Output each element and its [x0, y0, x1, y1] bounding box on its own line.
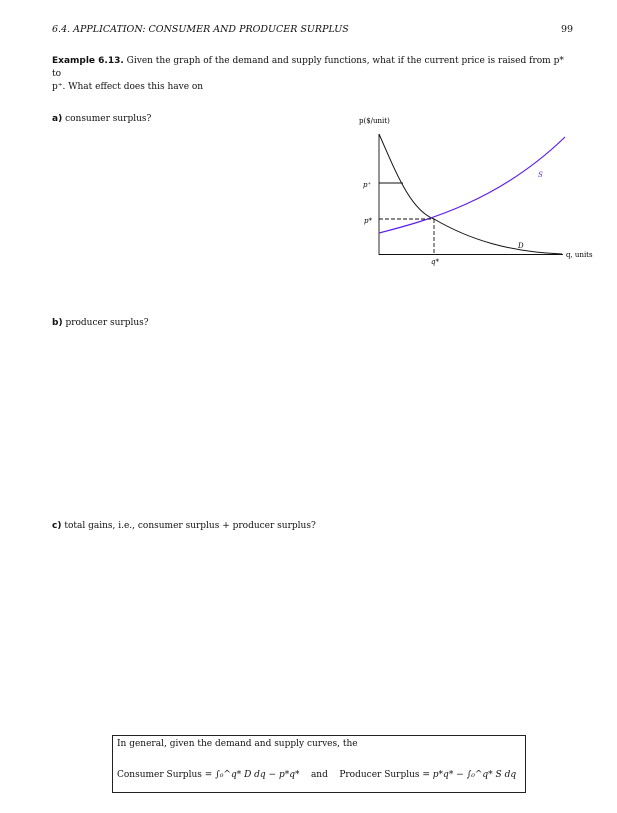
example-text-1: Given the graph of the demand and supply functions, what if the current price is raised from p* to [52, 56, 564, 79]
question-b [52, 318, 149, 328]
question-label: c) [52, 521, 62, 531]
summary-intro: In general, given the demand and supply curves, the [117, 739, 358, 749]
example-label: Example 6.13. [52, 56, 124, 66]
ps-formula: = p*q* − ∫₀^q* S dq [422, 770, 517, 780]
page-number: 99 [561, 24, 574, 35]
demand-label: D [518, 242, 524, 250]
cs-formula: = ∫₀^q* D dq − p*q* [204, 770, 300, 780]
p-plus-label: p⁺ [363, 181, 372, 189]
section-header: 6.4. APPLICATION: CONSUMER AND PRODUCER SURPLUS [52, 24, 349, 35]
question-c [52, 521, 316, 531]
x-axis-label: q, units [566, 251, 593, 259]
and-text: and [310, 770, 328, 780]
supply-label: S [538, 171, 543, 179]
supply-demand-graph [0, 0, 617, 300]
question-text: consumer surplus? [65, 114, 152, 124]
example-text-2: p⁺. What effect does this have on [52, 82, 204, 92]
y-axis-label: p($/unit) [359, 117, 390, 125]
demand-curve [379, 134, 562, 254]
question-label: b) [52, 318, 63, 328]
question-text: total gains, i.e., consumer surplus + producer surplus? [64, 521, 316, 531]
question-text: producer surplus? [65, 318, 149, 328]
q-star-label: q* [431, 258, 439, 266]
ps-label: Producer Surplus [339, 770, 420, 780]
p-star-label: p* [364, 217, 372, 225]
cs-label: Consumer Surplus [117, 770, 202, 780]
summary-formulas [117, 770, 516, 780]
summary-box [112, 735, 526, 793]
question-label: a) [52, 114, 63, 124]
